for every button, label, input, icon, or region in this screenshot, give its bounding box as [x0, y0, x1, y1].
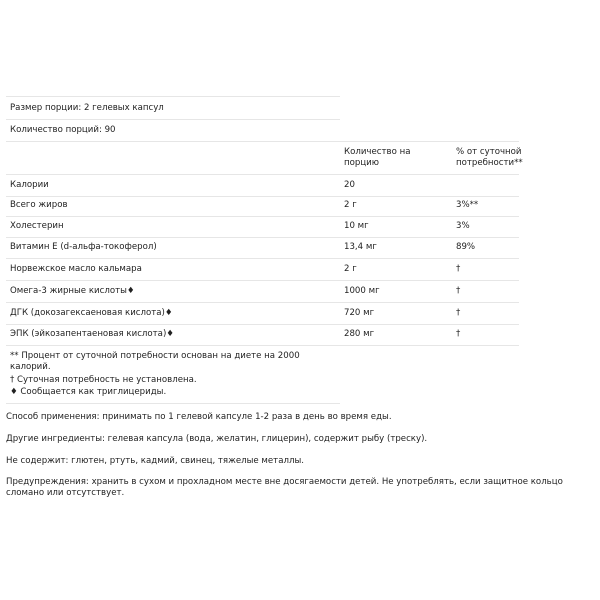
nutrient-name: ДГК (докозагексаеновая кислота)♦ — [10, 308, 173, 318]
divider — [6, 196, 519, 197]
divider — [6, 302, 519, 303]
divider — [6, 216, 519, 217]
divider — [6, 141, 519, 142]
free-of-text: Не содержит: глютен, ртуть, кадмий, свинец, тяжелые металлы. — [6, 456, 304, 466]
nutrient-amount: 2 г — [344, 200, 357, 210]
nutrient-daily-value: † — [456, 308, 461, 318]
nutrient-name: Калории — [10, 180, 49, 190]
divider — [6, 237, 519, 238]
servings-per-container: Количество порций: 90 — [10, 125, 116, 135]
nutrient-name: Всего жиров — [10, 200, 68, 210]
nutrient-name: Норвежское масло кальмара — [10, 264, 142, 274]
nutrient-name: Холестерин — [10, 221, 64, 231]
nutrient-amount: 13,4 мг — [344, 242, 377, 252]
nutrient-name: ЭПК (эйкозапентаеновая кислота)♦ — [10, 329, 175, 339]
nutrient-amount: 1000 мг — [344, 286, 380, 296]
nutrient-daily-value: † — [456, 264, 461, 274]
divider — [6, 96, 340, 97]
nutrient-daily-value: † — [456, 329, 461, 339]
divider — [6, 280, 519, 281]
nutrient-daily-value: 89% — [456, 242, 476, 252]
nutrient-amount: 2 г — [344, 264, 357, 274]
divider — [6, 119, 340, 120]
warnings-text: Предупреждения: хранить в сухом и прохладном месте вне досягаемости детей. Не употреблять, если защитное кольцо сломано или отсутствует. — [6, 477, 563, 498]
divider — [6, 324, 519, 325]
nutrient-amount: 10 мг — [344, 221, 369, 231]
divider — [6, 345, 519, 346]
footnote-not-established: † Суточная потребность не установлена. — [10, 375, 197, 385]
divider — [6, 258, 519, 259]
nutrient-amount: 20 — [344, 180, 355, 190]
divider — [6, 403, 340, 404]
nutrient-name: Витамин E (d-альфа-токоферол) — [10, 242, 157, 252]
nutrient-daily-value: 3%** — [456, 200, 479, 210]
daily-value-header: % от суточной потребности** — [456, 147, 523, 168]
nutrient-daily-value: 3% — [456, 221, 470, 231]
divider — [6, 174, 519, 175]
usage-text: Способ применения: принимать по 1 гелевой капсуле 1-2 раза в день во время еды. — [6, 412, 392, 422]
serving-size: Размер порции: 2 гелевых капсул — [10, 103, 164, 113]
nutrient-daily-value: † — [456, 286, 461, 296]
footnote-daily-value: ** Процент от суточной потребности основан на диете на 2000 калорий. — [10, 351, 300, 372]
nutrient-name: Омега-3 жирные кислоты♦ — [10, 286, 135, 296]
nutrient-amount: 720 мг — [344, 308, 375, 318]
nutrient-amount: 280 мг — [344, 329, 375, 339]
amount-per-serving-header: Количество на порцию — [344, 147, 411, 168]
footnote-triglycerides: ♦ Сообщается как триглицериды. — [10, 387, 167, 397]
other-ingredients-text: Другие ингредиенты: гелевая капсула (вода, желатин, глицерин), содержит рыбу (треску). — [6, 434, 428, 444]
